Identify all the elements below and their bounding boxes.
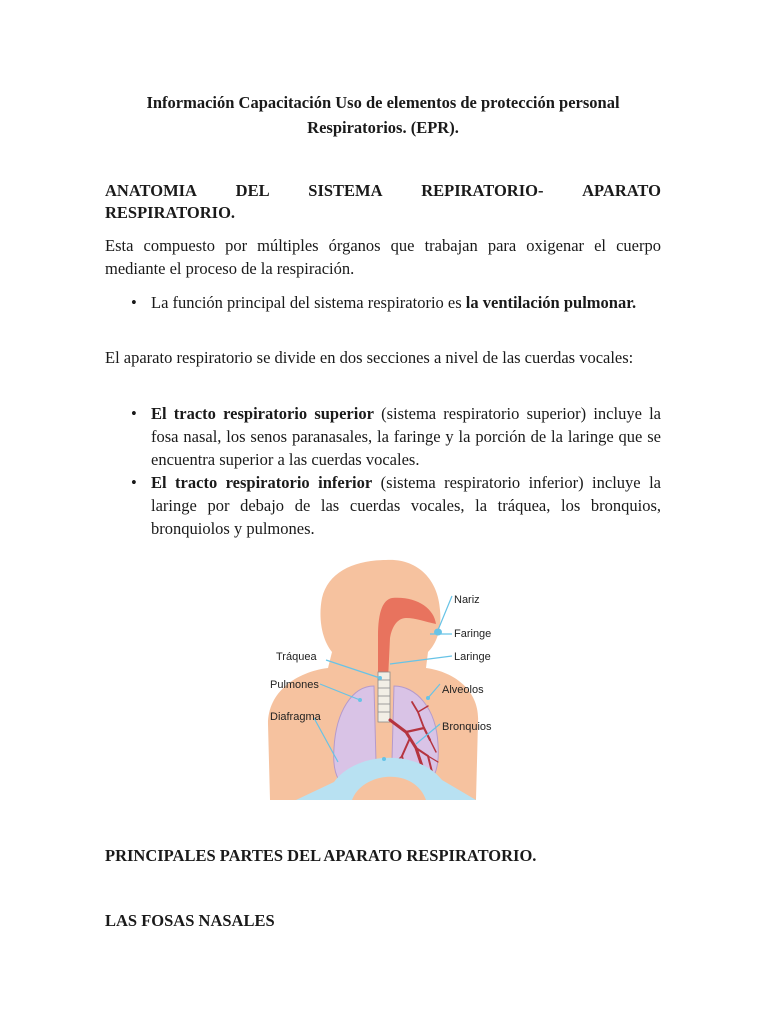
list-item: [105, 291, 661, 314]
section-heading-fosas: LAS FOSAS NASALES: [105, 911, 275, 930]
document-title: [105, 90, 661, 140]
heading-word: SISTEMA: [308, 181, 383, 200]
list-item-text: La función principal del sistema respiratorio es: [151, 293, 466, 312]
heading-line-2: RESPIRATORIO.: [105, 203, 236, 222]
list-item-bold: la ventilación pulmonar.: [465, 293, 637, 312]
label-alveolos: Alveolos: [442, 684, 484, 696]
intro-paragraph: Esta compuesto por múltiples órganos que trabajan para oxigenar el cuerpo mediante el proceso de la respiración.: [105, 236, 661, 278]
list-item-text: (sistema respiratorio superior) incluye la fosa nasal, los senos paranasales, la faringe y la porción de la laringe que se encuentra superior a las cuerdas vocales.: [151, 404, 662, 469]
list-item: [105, 471, 661, 540]
label-diafragma: Diafragma: [270, 711, 321, 723]
label-bronquios: Bronquios: [442, 721, 492, 733]
list-item-bold: El tracto respiratorio superior: [151, 404, 374, 423]
section-heading-anatomia: [105, 180, 661, 224]
label-faringe: Faringe: [454, 628, 492, 640]
heading-word: REPIRATORIO-: [421, 181, 544, 200]
function-list: [105, 291, 661, 314]
label-laringe: Laringe: [454, 651, 491, 663]
bullet-icon: •: [131, 293, 137, 312]
section-heading-principales: PRINCIPALES PARTES DEL APARATO RESPIRATORIO.: [105, 846, 537, 865]
list-item-bold: El tracto respiratorio inferior: [151, 473, 373, 492]
heading-word: APARATO: [582, 181, 661, 200]
label-traquea: Tráquea: [276, 651, 317, 663]
label-pulmones: Pulmones: [270, 679, 319, 691]
division-paragraph: El aparato respiratorio se divide en dos secciones a nivel de las cuerdas vocales:: [105, 348, 634, 367]
title-line-2: Respiratorios. (EPR).: [307, 118, 459, 137]
respiratory-system-illustration: [266, 552, 512, 800]
heading-word: DEL: [235, 181, 270, 200]
heading-word: ANATOMIA: [105, 181, 197, 200]
bullet-icon: •: [131, 473, 137, 492]
tracts-list: [105, 402, 661, 540]
list-item-text: (sistema respiratorio inferior) incluye la laringe por debajo de las cuerdas vocales, la tráquea, los bronquios, bronquiolos y pulmones.: [151, 473, 661, 538]
bullet-icon: •: [131, 404, 137, 423]
title-line-1: Información Capacitación Uso de elementos de protección personal: [146, 93, 620, 112]
label-nariz: Nariz: [454, 594, 480, 606]
list-item: [105, 402, 661, 471]
